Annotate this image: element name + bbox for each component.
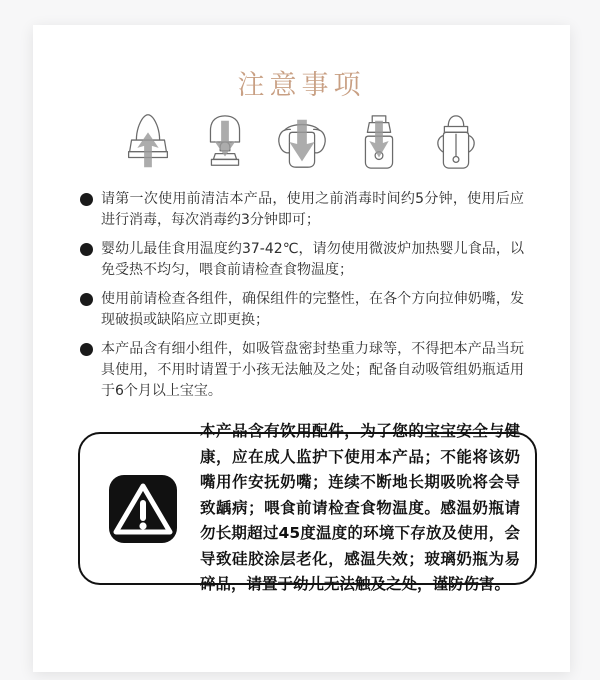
safety-warning-box <box>78 422 537 594</box>
precaution-list <box>80 189 524 410</box>
straw-lid-into-bottle-down-arrow-icon <box>348 111 410 173</box>
precaution-text: 本产品含有细小组件，如吸管盘密封垫重力球等，不得把本产品当玩具使用，不用时请置于小孩无法触及之处；配备自动吸管组奶瓶适用于6个月以上宝宝。 <box>101 341 524 399</box>
bullet-dot-icon <box>80 343 93 356</box>
teat-with-ring-up-arrow-icon <box>117 111 179 173</box>
assembly-icons-row <box>33 111 570 173</box>
list-item <box>80 289 524 331</box>
list-item <box>80 339 524 402</box>
warning-triangle-icon <box>107 473 179 545</box>
assembled-sippy-cup-icon <box>425 111 487 173</box>
precaution-text: 请第一次使用前清洁本产品，使用之前消毒时间约5分钟，使用后应进行消毒，每次消毒约3分钟即可； <box>101 191 524 228</box>
dome-cap-assembly-down-arrow-icon <box>194 111 256 173</box>
list-item <box>80 239 524 281</box>
precaution-text: 婴幼儿最佳食用温度约37-42℃，请勿使用微波炉加热婴儿食品，以免受热不均匀，喂食前请检查食物温度； <box>101 241 524 278</box>
safety-warning-text: 本产品含有饮用配件，为了您的宝宝安全与健康，应在成人监护下使用本产品；不能将该奶嘴用作安抚奶嘴；连续不断地长期吸吮将会导致龋病；喂食前请检查食物温度。感温奶瓶请勿长期超过45度温度的环境下存放及使用，会导致硅胶涂层老化，感温失效；玻璃奶瓶为易碎品，请置于幼儿无法触及之处，谨防伤害。 <box>200 422 520 594</box>
bullet-dot-icon <box>80 193 93 206</box>
precautions-card <box>33 25 570 672</box>
page-title: 注意事项 <box>237 70 366 101</box>
precaution-text: 使用前请检查各组件，确保组件的完整性，在各个方向拉伸奶嘴，发现破损或缺陷应立即更换； <box>101 291 524 328</box>
list-item <box>80 189 524 231</box>
bullet-dot-icon <box>80 243 93 256</box>
bullet-dot-icon <box>80 293 93 306</box>
bottle-with-handles-down-arrow-icon <box>271 111 333 173</box>
